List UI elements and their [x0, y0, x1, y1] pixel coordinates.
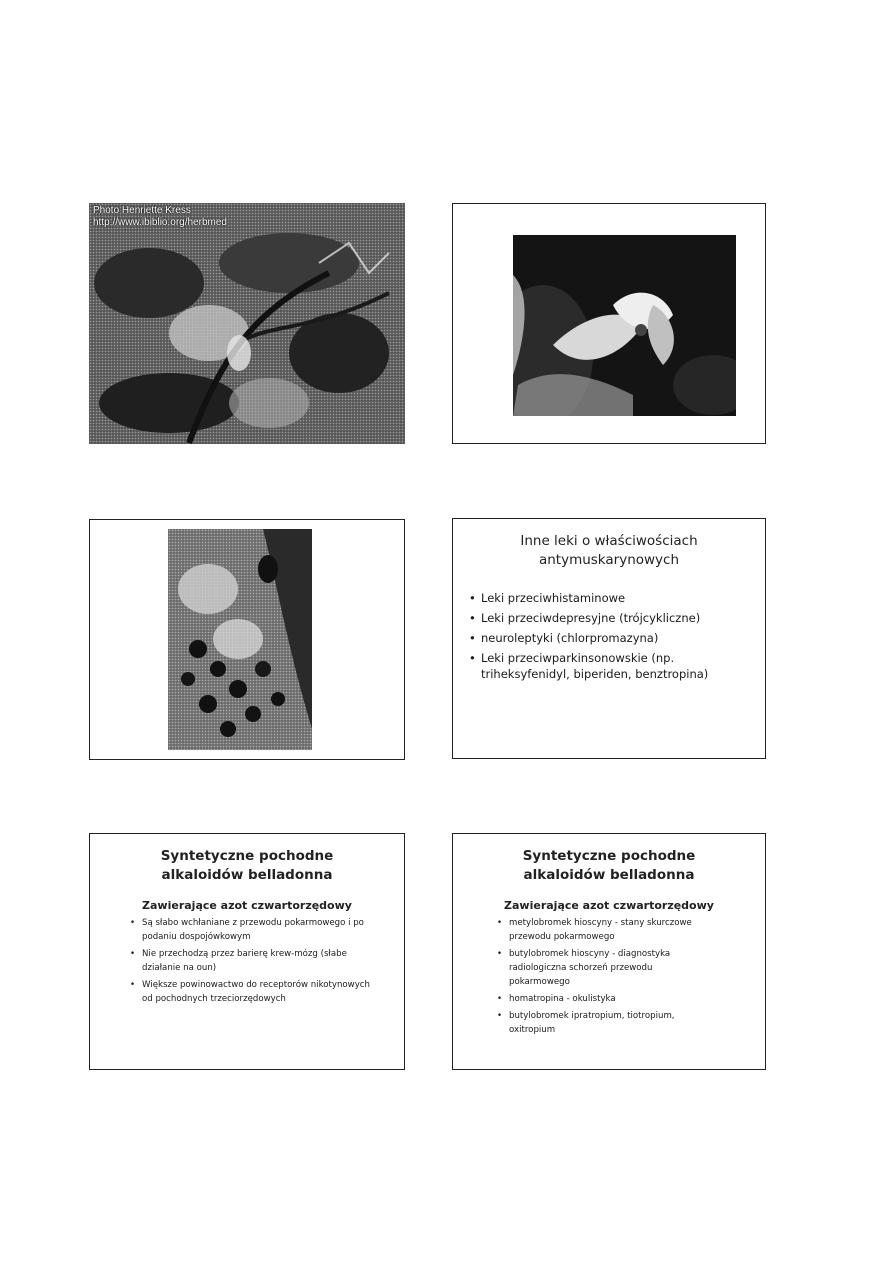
slide-5-title: Syntetyczne pochodne alkaloidów belladonna: [160, 848, 334, 883]
list-item: • Nie przechodzą przez barierę krew-mózg (słabe działanie na oun): [142, 947, 382, 975]
photo-credit-url: http://www.ibiblio.org/herbmed: [93, 217, 227, 228]
list-item: • Są słabo wchłaniane z przewodu pokarmowego i po podaniu dospojówkowym: [142, 916, 382, 944]
belladonna-berries-photo: [168, 529, 312, 750]
belladonna-flower-photo: [513, 235, 736, 416]
list-item: • homatropina - okulistyka: [509, 992, 715, 1006]
list-item: • butylobromek hioscyny - diagnostyka radiologiczna schorzeń przewodu pokarmowego: [509, 947, 715, 989]
slide-2: [452, 203, 766, 444]
slide-5-bullet-list: [142, 916, 382, 1006]
slide-6-bullet-list: [509, 916, 715, 1037]
list-item: • Leki przeciwhistaminowe: [481, 590, 749, 606]
slide-5: [89, 833, 405, 1070]
slide-6-title: Syntetyczne pochodne alkaloidów belladonna: [522, 848, 696, 883]
belladonna-plant-photo: [89, 203, 405, 444]
slide-5-subtitle: Zawierające azot czwartorzędowy: [142, 899, 352, 912]
slide-4: [452, 518, 766, 759]
list-item: • neuroleptyki (chlorpromazyna): [481, 630, 749, 646]
slide-6-subtitle: Zawierające azot czwartorzędowy: [504, 899, 714, 912]
list-item: • Większe powinowactwo do receptorów nikotynowych od pochodnych trzeciorzędowych: [142, 978, 382, 1006]
slide-4-bullet-list: [481, 590, 749, 682]
slide-3: [89, 519, 405, 760]
list-item: • Leki przeciwparkinsonowskie (np. triheksyfenidyl, biperiden, benztropina): [481, 650, 749, 682]
slide-1: [89, 203, 405, 444]
slide-4-title: Inne leki o właściwościach antymuskarynowych: [520, 533, 698, 568]
list-item: • butylobromek ipratropium, tiotropium, oxitropium: [509, 1009, 715, 1037]
list-item: • metylobromek hioscyny - stany skurczowe przewodu pokarmowego: [509, 916, 715, 944]
list-item: • Leki przeciwdepresyjne (trójcykliczne): [481, 610, 749, 626]
slide-6: [452, 833, 766, 1070]
photo-credit-author: Photo Henriette Kress: [93, 205, 191, 216]
photo-credit: [93, 205, 227, 229]
